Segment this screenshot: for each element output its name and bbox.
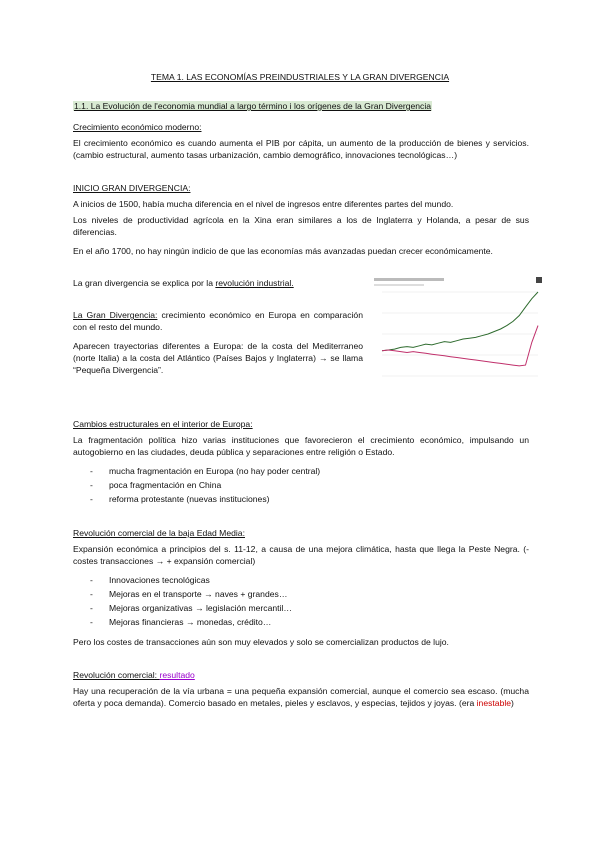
list-item: - Mejoras financieras → monedas, crédito… <box>73 615 529 629</box>
paragraph-pequena-divergencia: Aparecen trayectorias diferentes a Europa: de la costa del Mediterraneo (norte Italia) a la costa del Atlántico (Países Bajos y Inglaterra) → se llama “Pequeña Divergencia”. <box>73 341 363 375</box>
list-item: - poca fragmentación en China <box>73 478 529 492</box>
heading-cambios: Cambios estructurales en el interior de Europa: <box>73 419 253 429</box>
paragraph-revolucion-baja-edad-media: Expansión económica a principios del s. 11-12, a causa de una mejora climática, hasta que llega la Peste Negra. (- costes transacciones → + expansión comercial) <box>73 544 529 566</box>
chart-header-placeholder <box>374 278 444 281</box>
list-item: - Innovaciones tecnológicas <box>73 573 529 587</box>
list-item: - Mejoras en el transporte → naves + grandes… <box>73 587 529 601</box>
paragraph-resultado: Hay una recuperación de la vía urbana = una pequeña expansión comercial, aunque el comercio sea escaso. (mucha oferta y poca demanda). Comercio basado en metales, pieles y esclavos, y especias, tejidos y joyas. (era inestable) <box>73 686 529 708</box>
chart-menu-icon <box>536 277 542 283</box>
paragraph-cambios: La fragmentación política hizo varias instituciones que favorecieron el crecimiento económico, impulsando un autogobierno en las ciudades, deuda pública y separaciones entre religión o Estado. <box>73 435 529 457</box>
heading-revolucion-baja-edad-media: Revolución comercial de la baja Edad Media: <box>73 528 245 538</box>
paragraph-gran-divergencia: La Gran Divergencia: crecimiento económico en Europa en comparación con el resto del mundo. <box>73 310 363 332</box>
paragraph-crecimiento: El crecimiento económico es cuando aumenta el PIB por cápita, un aumento de la producción de bienes y servicios. (cambio estructural, aumento tasas urbanización, cambio demográfico, innovaciones tecnológicas…) <box>73 138 529 160</box>
chart-subheader-placeholder <box>374 284 424 286</box>
paragraph-inicio-2: Los niveles de productividad agrícola en la Xina eran similares a los de Inglaterra y Holanda, a pesar de sus diferencias. <box>73 215 529 237</box>
heading-inicio: INICIO GRAN DIVERGENCIA: <box>73 183 191 193</box>
section-subtitle: 1.1. La Evolución de l'economia mundial a largo término i los orígenes de la Gran Divergencia <box>74 101 432 111</box>
list-item: - reforma protestante (nuevas instituciones) <box>73 492 529 506</box>
paragraph-inicio-3: En el año 1700, no hay ningún indicio de que las economías más avanzadas puedan crecer económicamente. <box>73 246 493 256</box>
paragraph-explica: La gran divergencia se explica por la revolución industrial. <box>73 278 294 288</box>
list-item: - mucha fragmentación en Europa (no hay poder central) <box>73 464 529 478</box>
heading-resultado: Revolución comercial: resultado <box>73 670 195 680</box>
gdp-chart <box>370 276 546 386</box>
list-item: - Mejoras organizativas → legislación mercantil… <box>73 601 529 615</box>
paragraph-costes: Pero los costes de transacciones aún son muy elevados y solo se comercializan productos de lujo. <box>73 637 449 647</box>
heading-crecimiento: Crecimiento económico moderno: <box>73 122 202 132</box>
page-title: TEMA 1. LAS ECONOMÍAS PREINDUSTRIALES Y LA GRAN DIVERGENCIA <box>150 72 450 82</box>
paragraph-inicio-1: A inicios de 1500, había mucha diferencia en el nivel de ingresos entre diferentes partes del mundo. <box>73 199 454 209</box>
list-cambios <box>73 464 529 506</box>
list-mejoras <box>73 573 529 629</box>
